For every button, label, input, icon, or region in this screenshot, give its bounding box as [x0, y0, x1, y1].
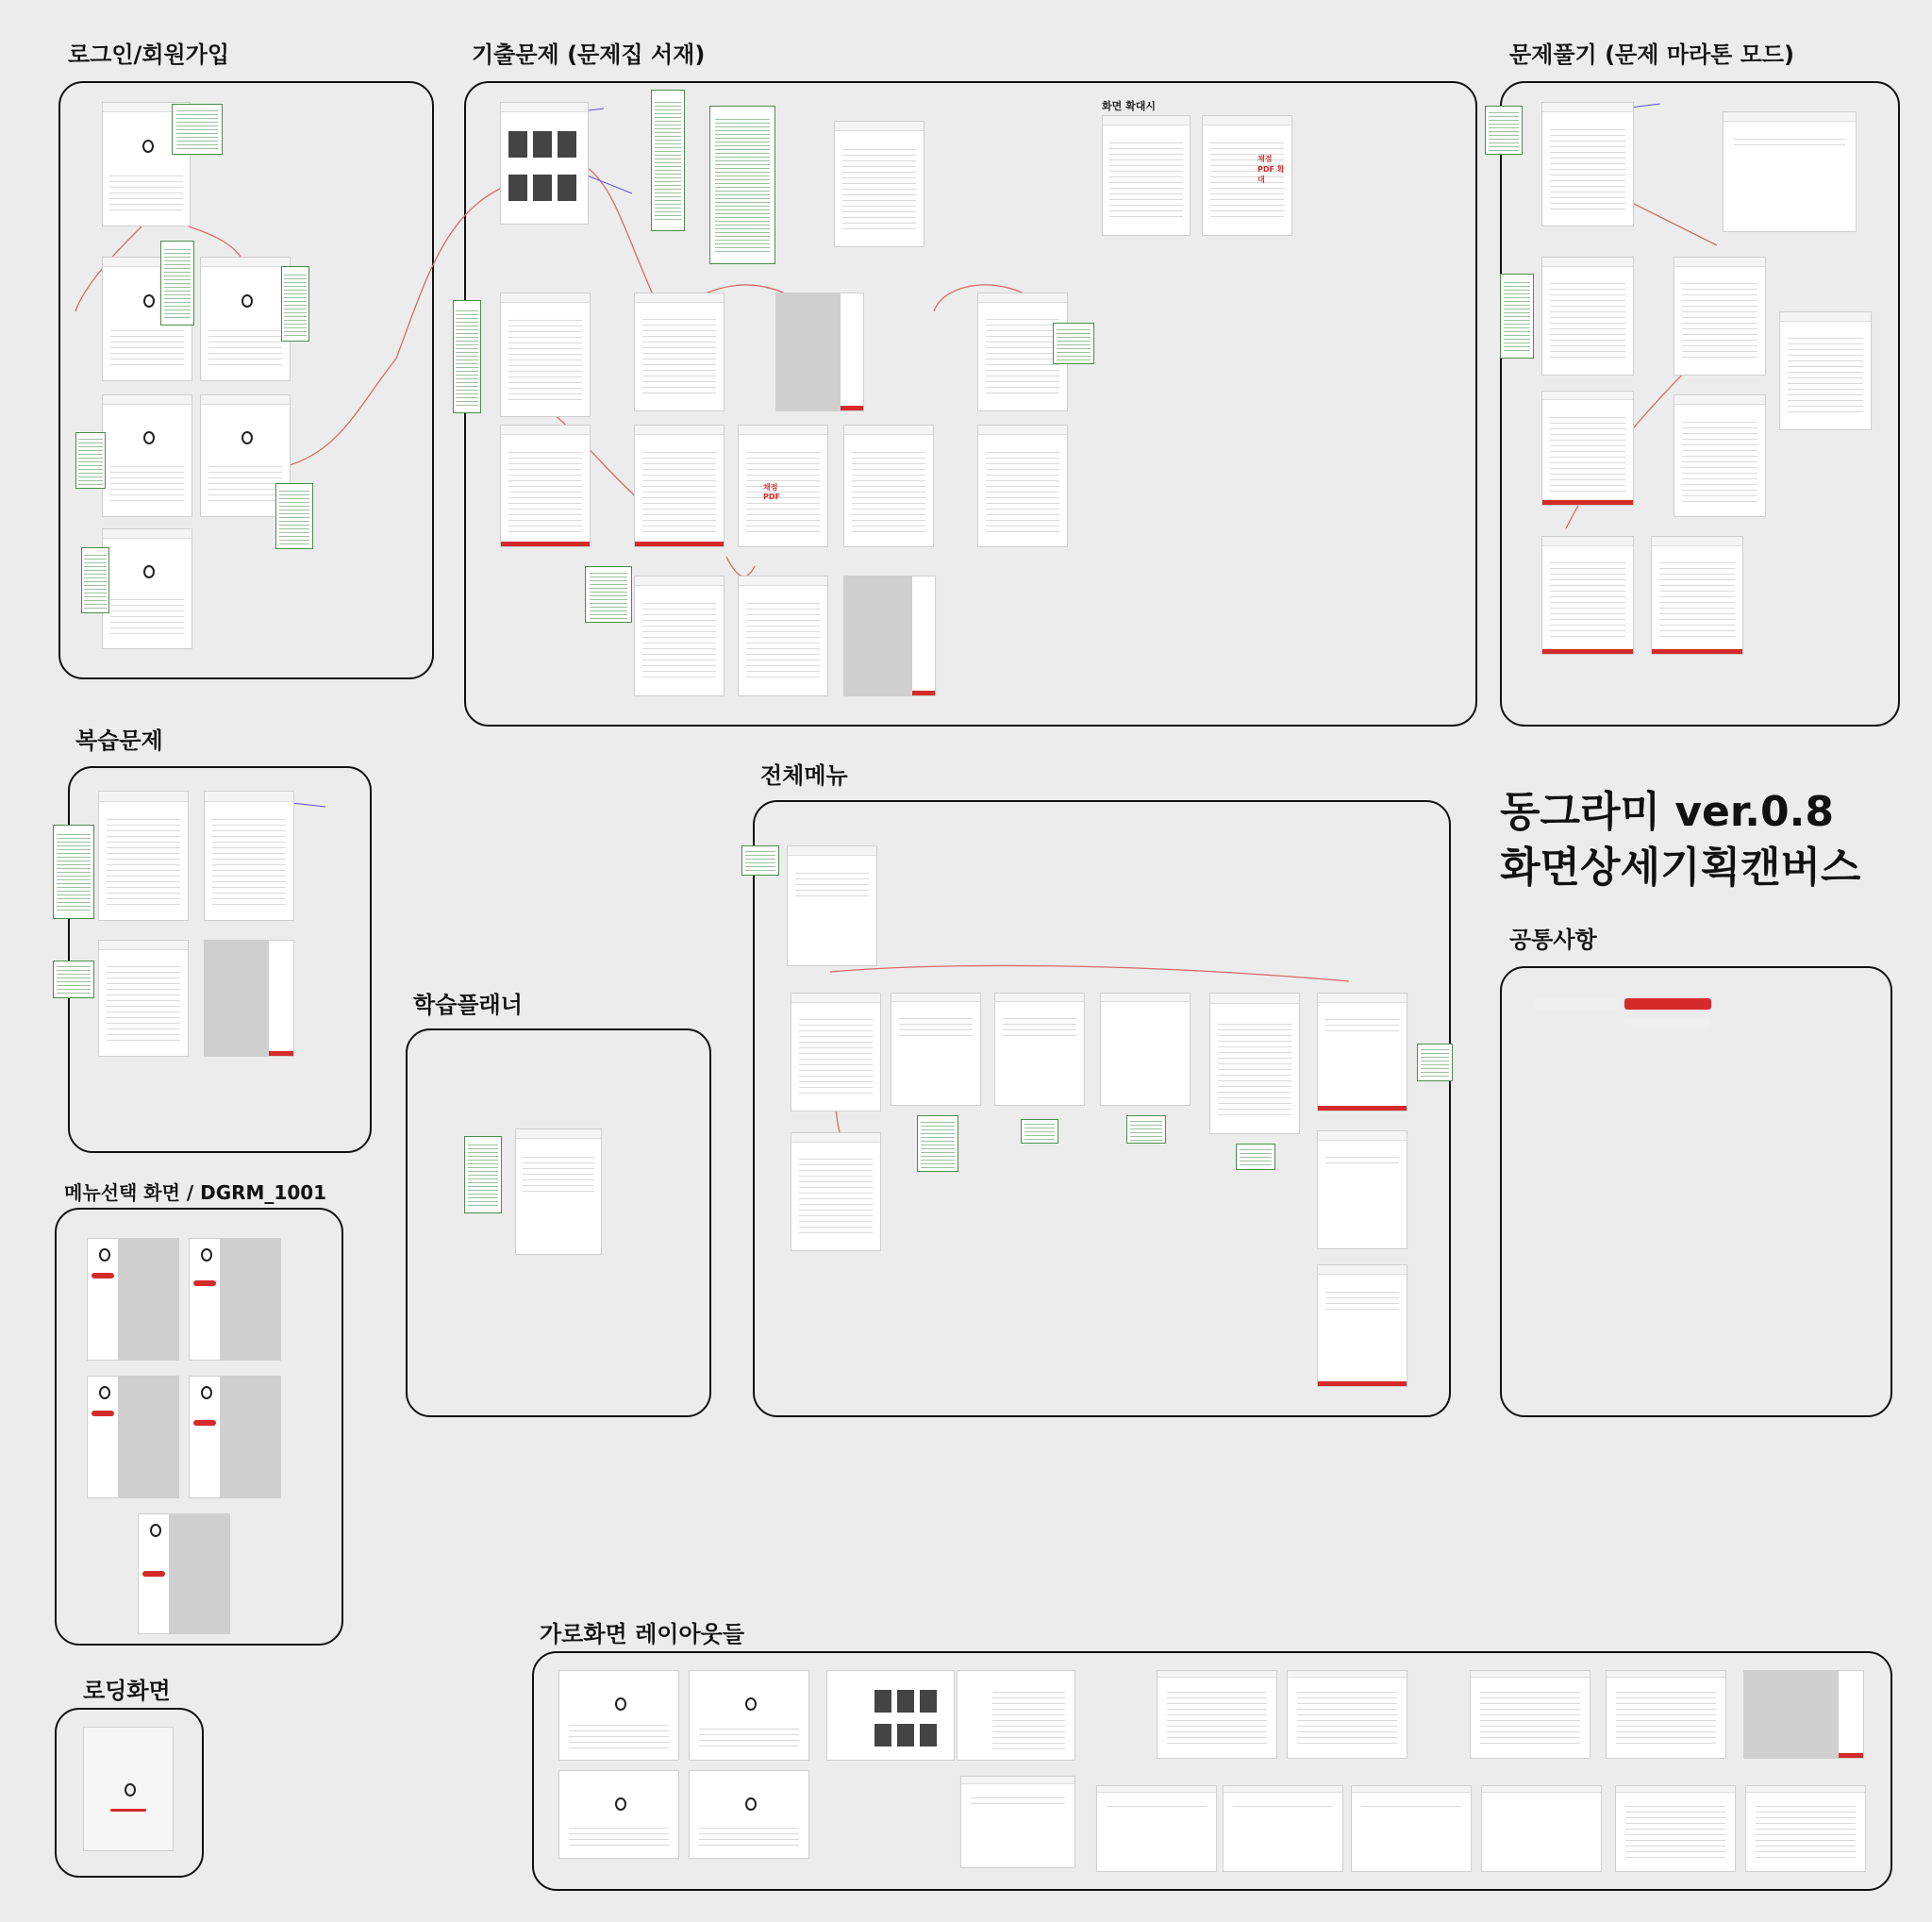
landscape-problem-1: [1470, 1670, 1591, 1759]
pdf-view-screen: [738, 425, 828, 547]
title-line-2: 화면상세기획캔버스: [1500, 843, 1861, 892]
planner-spec-note: [464, 1136, 502, 1213]
menu-select-panel-3: [119, 1376, 179, 1498]
review-problem-screen: [98, 940, 189, 1057]
menu-select-panel-5: [170, 1513, 230, 1634]
answer-spec-note: [585, 566, 632, 623]
pdf-tag: 채점 PDF: [763, 483, 780, 501]
password-change-screen: [102, 528, 192, 649]
menu-select-panel-4: [221, 1376, 281, 1498]
password-spec-note: [75, 432, 106, 489]
menu-select-screen-4: [189, 1376, 221, 1498]
review-home-screen-2: [204, 791, 294, 921]
landscape-list-2: [1287, 1670, 1407, 1759]
problem-view-screen-2: [634, 425, 724, 547]
all-menu-note: [741, 845, 779, 876]
landscape-login-2: [689, 1670, 809, 1761]
marathon-result-screen: [1541, 391, 1634, 506]
menu-sub-screen-3: [994, 993, 1085, 1106]
landscape-sub-2: [1223, 1785, 1343, 1872]
menu-select-screen-5: [138, 1513, 170, 1634]
review-spec-note-2: [53, 961, 94, 998]
zoom-label: 화면 확대시: [1102, 100, 1156, 112]
zoom-screen-2: [1202, 115, 1292, 236]
common-inactive-button[interactable]: [1534, 998, 1619, 1010]
landscape-menu: [957, 1670, 1075, 1761]
marathon-wrong-screen: [1541, 536, 1634, 655]
section-label-login: 로그인/회원가입: [68, 42, 230, 68]
landscape-login-3: [558, 1770, 679, 1859]
password-spec-note-2: [275, 483, 313, 549]
menu-sub-note-5: [1417, 1044, 1453, 1081]
review-problem-screen-1: [634, 576, 724, 696]
section-label-landscape: 가로화면 레이아웃들: [540, 1621, 745, 1647]
planner-screen: [515, 1128, 602, 1255]
answer-sheet-panel: [775, 292, 841, 411]
landscape-answer-panel: [1743, 1670, 1838, 1759]
landscape-answer-sheet: [1838, 1670, 1864, 1759]
past-exam-list-screen-2: [500, 425, 591, 547]
menu-sub-note-1: [917, 1115, 958, 1172]
section-label-review: 복습문제: [75, 727, 163, 754]
review-home-screen: [98, 791, 189, 921]
section-label-loading: 로딩화면: [83, 1678, 171, 1704]
landscape-sub-5: [1615, 1785, 1736, 1872]
marathon-option-screen: [1674, 257, 1766, 376]
landscape-sub-6: [1745, 1785, 1866, 1872]
landscape-problem-2: [1606, 1670, 1726, 1759]
signup-spec-note-2: [281, 266, 309, 342]
past-exam-shelf-screen: [500, 102, 589, 225]
menu-sub-screen-2: [891, 993, 981, 1106]
marathon-spec-note: [1485, 106, 1523, 155]
landscape-list-1: [1157, 1670, 1277, 1759]
common-active-button[interactable]: [1624, 998, 1711, 1010]
menu-sub-note-3: [1126, 1115, 1166, 1144]
problem-view-screen-3: [843, 425, 934, 547]
landscape-sub-4: [1481, 1785, 1602, 1872]
marathon-problem-screen: [1541, 257, 1634, 376]
answer-sheet-screen: [840, 292, 864, 411]
menu-select-screen-2: [189, 1238, 221, 1361]
menu-sub-screen-7: [791, 1132, 881, 1251]
solution-spec-note: [1053, 323, 1094, 364]
answer-sheet-panel-2: [843, 576, 913, 696]
password-change-note: [81, 547, 109, 613]
title-line-1: 동그라미 ver.0.8: [1500, 788, 1834, 836]
shelf-spec-note-2: [709, 106, 775, 264]
section-label-all-menu: 전체메뉴: [760, 762, 848, 789]
problem-view-screen-4: [977, 425, 1068, 547]
past-exam-list-screen: [500, 292, 591, 417]
menu-sub-note-2: [1021, 1119, 1058, 1144]
menu-select-panel-1: [119, 1238, 179, 1361]
landscape-planner: [960, 1776, 1075, 1868]
zoom-screen-1: [1102, 115, 1191, 236]
marathon-option-screen-2: [1779, 311, 1872, 430]
menu-sub-screen-8: [1317, 1130, 1407, 1249]
shelf-spec-note-1: [651, 90, 685, 231]
menu-select-panel-2: [221, 1238, 281, 1361]
marathon-settings-screen: [1723, 111, 1857, 232]
menu-select-screen-3: [87, 1376, 119, 1498]
loading-screen: [83, 1727, 174, 1851]
review-answer-panel: [204, 940, 270, 1057]
menu-select-screen-1: [87, 1238, 119, 1361]
section-label-marathon: 문제풀기 (문제 마라톤 모드): [1509, 42, 1795, 68]
problem-view-screen: [634, 292, 724, 411]
landscape-shelf: [826, 1670, 955, 1761]
marathon-wrong-screen-2: [1651, 536, 1743, 655]
all-menu-screen: [787, 845, 877, 966]
password-find-screen: [102, 394, 192, 517]
menu-sub-screen-4: [1100, 993, 1191, 1106]
book-detail-screen: [834, 121, 924, 247]
section-label-planner: 학습플래너: [413, 992, 523, 1018]
landscape-login-4: [689, 1770, 809, 1859]
landscape-sub-3: [1351, 1785, 1472, 1872]
login-spec-note: [172, 104, 223, 155]
section-label-common: 공통사항: [1509, 927, 1597, 953]
review-answer-sheet: [268, 940, 294, 1057]
section-label-menu-select: 메뉴선택 화면 / DGRM_1001: [64, 1181, 327, 1204]
landscape-sub-1: [1096, 1785, 1217, 1872]
pdf-zoom-tag: 채점 PDF 확대: [1257, 155, 1285, 184]
review-spec-note: [53, 825, 94, 919]
answer-sheet-screen-2: [911, 576, 936, 696]
menu-sub-screen-9: [1317, 1264, 1407, 1387]
menu-sub-note-4: [1236, 1144, 1275, 1170]
common-active-button-2[interactable]: [1624, 1017, 1711, 1028]
signup-screen: [200, 257, 291, 381]
review-problem-screen-2: [738, 576, 828, 696]
menu-sub-screen-6: [1317, 993, 1407, 1111]
menu-sub-screen-5: [1209, 993, 1300, 1134]
landscape-login-1: [558, 1670, 679, 1761]
menu-sub-screen-1: [791, 993, 881, 1111]
marathon-option-screen-3: [1674, 394, 1766, 517]
list-spec-note: [453, 300, 481, 413]
section-label-past-exam: 기출문제 (문제집 서재): [472, 42, 706, 68]
marathon-problem-note: [1500, 274, 1534, 359]
signup-spec-note: [160, 241, 194, 326]
marathon-home-screen: [1541, 102, 1634, 226]
